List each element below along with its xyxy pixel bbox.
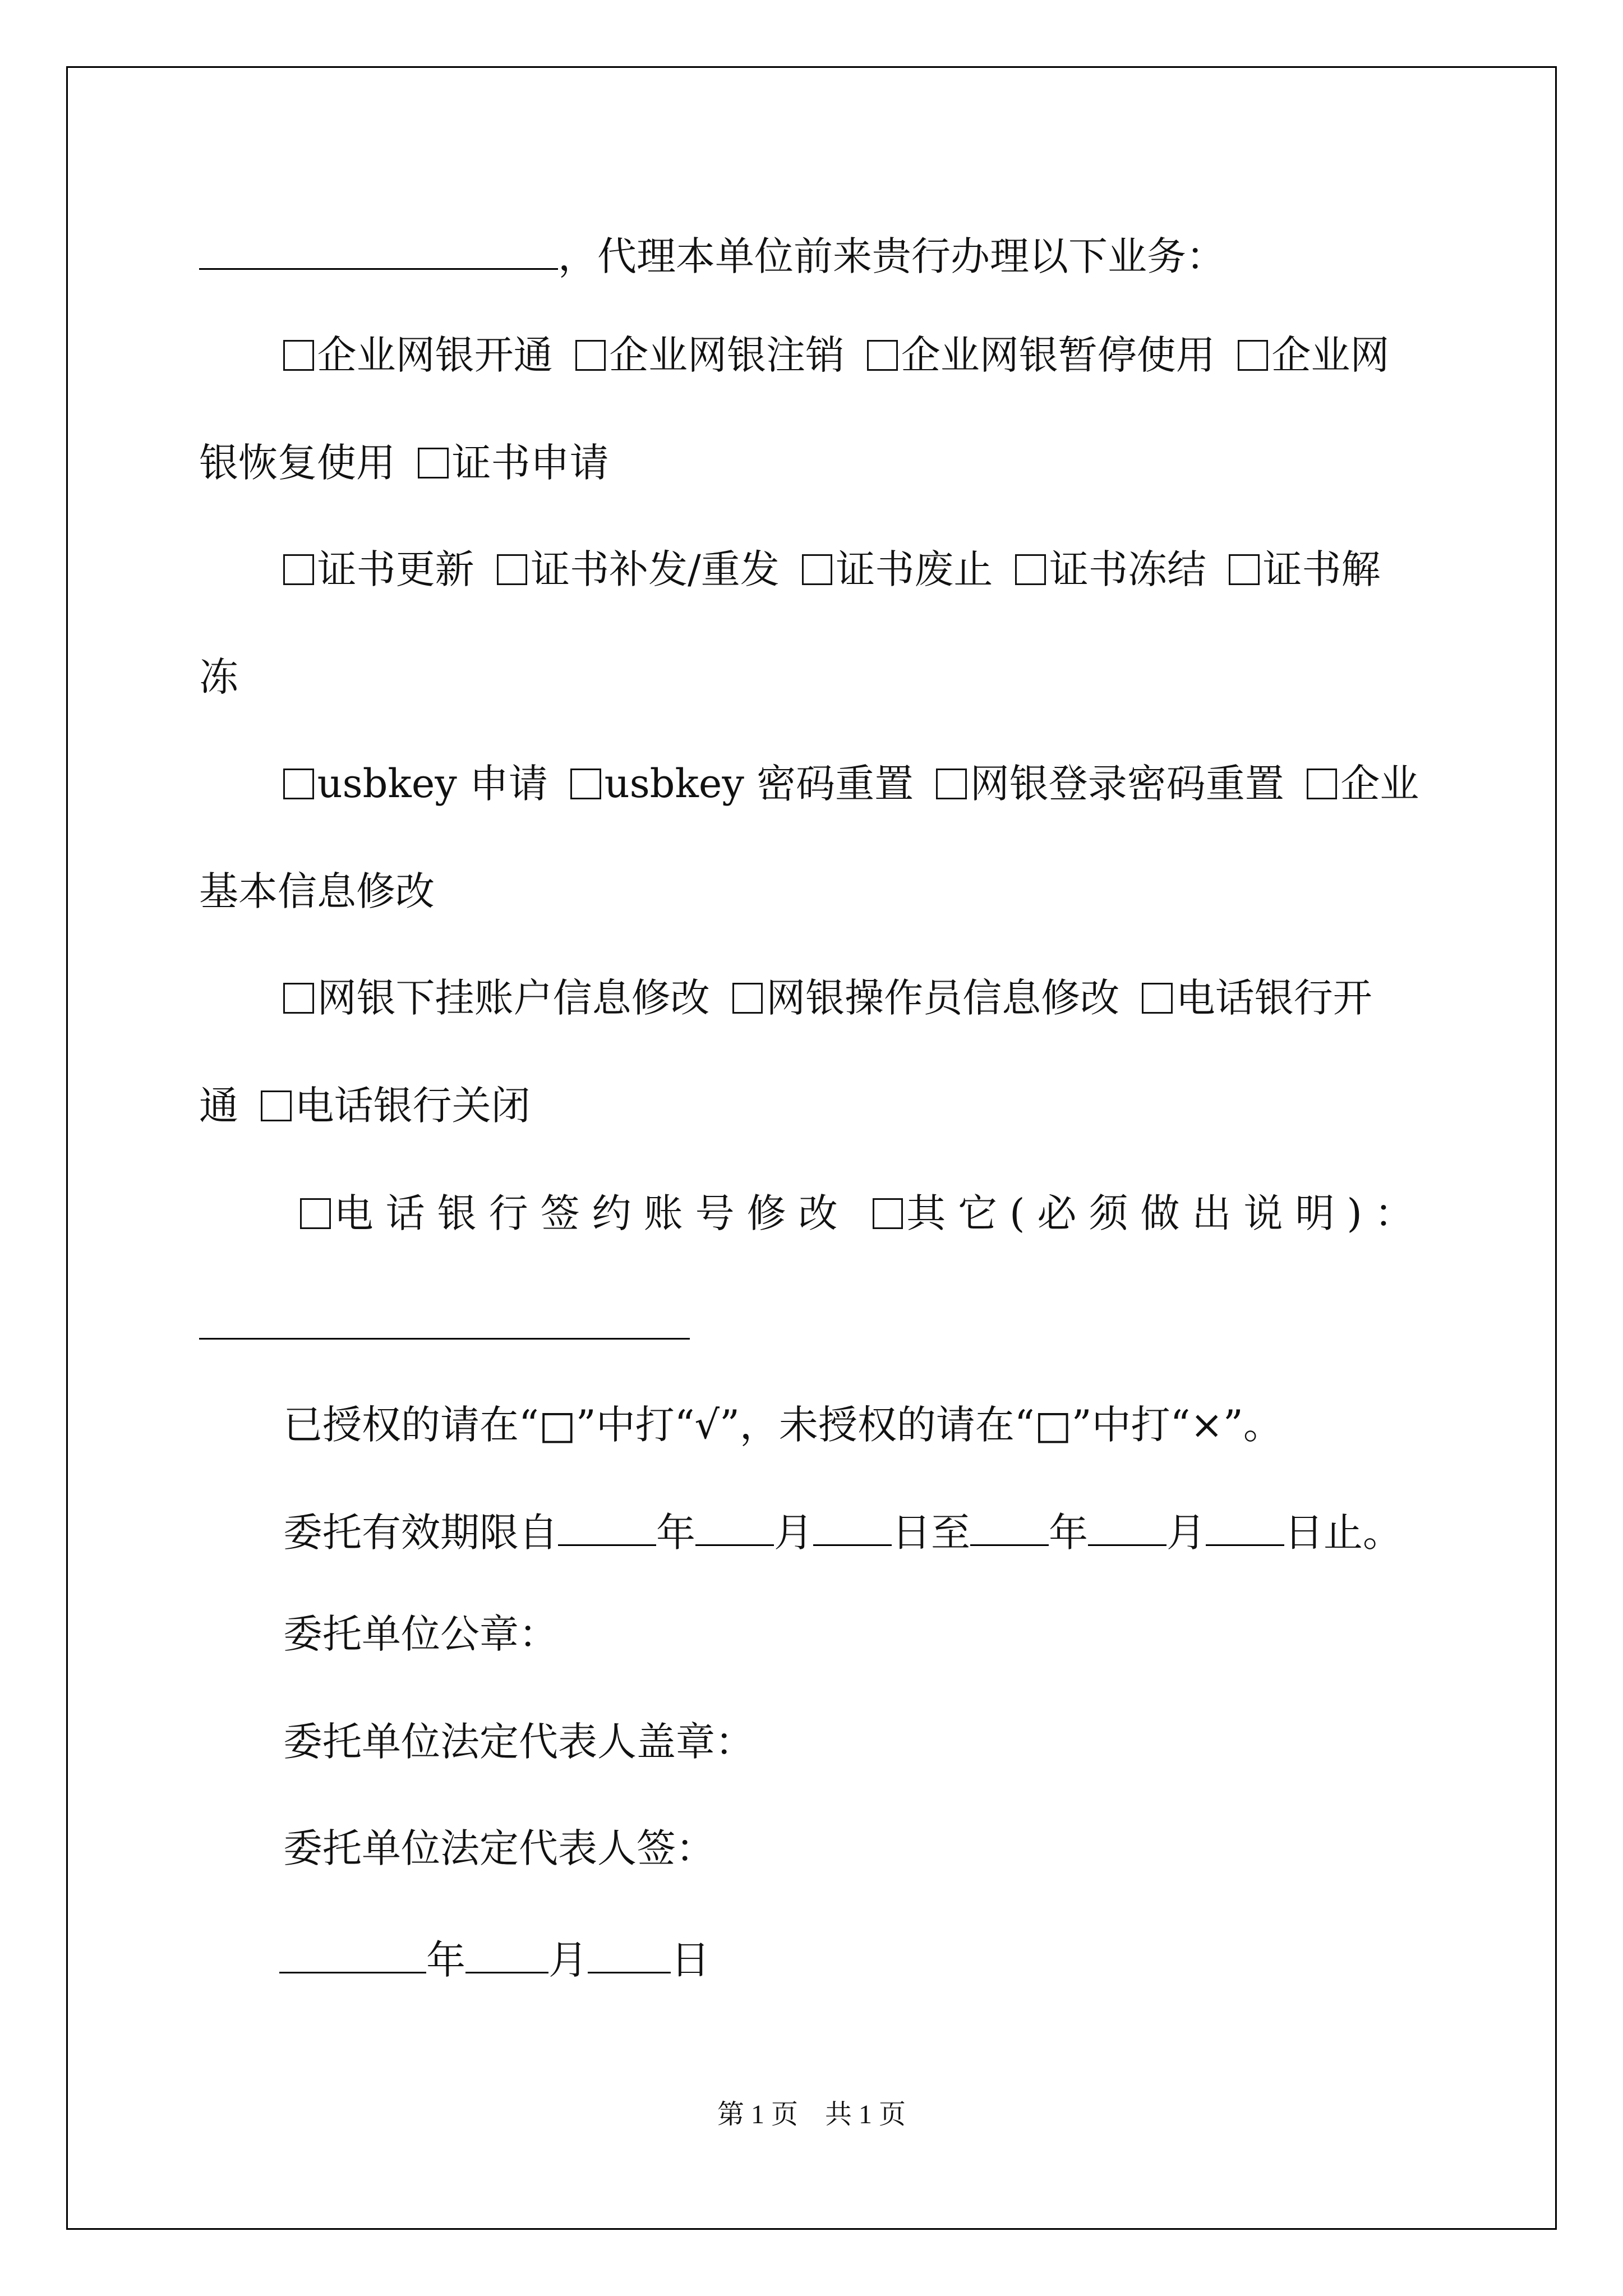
start-month-blank[interactable] [695,1509,774,1546]
option-company-info-cont: 基本信息修改 [199,868,435,914]
option-cert-unfreeze[interactable]: 证书解 [1229,546,1381,592]
checkbox[interactable] [1238,340,1269,371]
option-other[interactable]: 其它(必须做出说明)： [873,1190,1426,1236]
rep-sign-line [283,1825,715,1871]
end-year-blank[interactable] [970,1509,1049,1546]
option-ebank-resume-cont: 银恢复使用 [199,440,395,486]
checkbox[interactable] [873,1198,903,1229]
checkbox[interactable] [1307,769,1338,799]
option-cert-revoke[interactable]: 证书废止 [802,546,993,592]
checkbox[interactable] [802,554,833,585]
checkbox[interactable] [936,769,967,799]
other-explain-blank[interactable] [199,1303,690,1340]
checkbox[interactable] [418,448,449,478]
options-row-5 [300,1190,1426,1236]
option-ebank-cancel[interactable]: 企业网银注销 [575,332,845,378]
options-row-3-cont [199,868,435,914]
options-row-1-cont [199,440,609,486]
start-day-blank[interactable] [813,1509,892,1546]
end-month-blank[interactable] [1088,1509,1166,1546]
option-cert-reissue[interactable]: 证书补发/重发 [497,546,780,592]
option-phone-open-cont: 通 [199,1083,238,1129]
checkbox[interactable] [283,983,314,1014]
checkbox[interactable] [867,340,898,371]
validity-line: 委托有效期限自 年 月 日至 年 月 日止。 [283,1510,1402,1556]
checkbox[interactable] [570,769,601,799]
option-phone-account-modify[interactable]: 电话银行签约账号修改 [300,1190,850,1236]
checkbox[interactable] [1229,554,1260,585]
option-cert-apply[interactable]: 证书申请 [418,440,609,486]
rep-seal-label: 委托单位法定代表人盖章： [283,1719,754,1765]
option-usbkey-reset[interactable]: usbkey 密码重置 [570,761,914,807]
checkbox[interactable] [283,554,314,585]
date-day-blank[interactable] [588,1936,671,1973]
instruction-text: 已授权的请在“□”中打“√”，未授权的请在“□”中打“×”。 [283,1402,1283,1448]
checkbox[interactable] [1015,554,1046,585]
company-seal-label: 委托单位公章： [283,1611,558,1657]
option-login-reset[interactable]: 网银登录密码重置 [936,761,1284,807]
checkbox[interactable] [283,340,314,371]
option-cert-freeze[interactable]: 证书冻结 [1015,546,1206,592]
option-phone-open[interactable]: 电话银行开 [1142,975,1372,1021]
agent-name-blank[interactable] [199,233,558,270]
checkbox[interactable] [300,1198,331,1229]
option-cert-update[interactable]: 证书更新 [283,546,474,592]
options-row-2-cont [199,654,238,700]
start-year-blank[interactable] [558,1509,656,1546]
rep-seal-line [283,1719,754,1765]
option-company-info[interactable]: 企业 [1307,761,1419,807]
checkbox[interactable] [283,769,314,799]
page-border [66,66,1557,2230]
date-line: 年 月 日 [279,1936,710,1980]
option-cert-unfreeze-cont: 冻 [199,654,238,700]
rep-sign-label: 委托单位法定代表人签： [283,1825,715,1871]
option-ebank-resume[interactable]: 企业网 [1238,332,1390,378]
intro-text: ，代理本单位前来贵行办理以下业务： [558,233,1225,279]
options-row-3 [283,761,1419,807]
page-footer: 第 1 页 共 1 页 [717,2100,906,2129]
options-row-1 [283,332,1390,378]
checkbox[interactable] [1142,983,1173,1014]
date-month-blank[interactable] [465,1936,548,1973]
checkbox[interactable] [261,1091,292,1121]
option-ebank-suspend[interactable]: 企业网银暂停使用 [867,332,1215,378]
option-account-info[interactable]: 网银下挂账户信息修改 [283,975,710,1021]
instruction-line [283,1402,1283,1448]
options-row-2 [283,546,1381,592]
end-day-blank[interactable] [1206,1509,1284,1546]
checkbox[interactable] [497,554,528,585]
checkbox[interactable] [732,983,763,1014]
date-year-blank[interactable] [279,1936,426,1973]
options-row-4 [283,975,1372,1021]
option-operator-info[interactable]: 网银操作员信息修改 [732,975,1120,1021]
other-explain-line [199,1303,690,1346]
option-phone-close[interactable]: 电话银行关闭 [261,1083,531,1129]
checkbox[interactable] [575,340,606,371]
company-seal-line [283,1611,558,1657]
intro-line [199,233,1225,279]
option-usbkey-apply[interactable]: usbkey 申请 [283,761,548,807]
option-ebank-open[interactable]: 企业网银开通 [283,332,553,378]
options-row-4-cont [199,1083,531,1129]
